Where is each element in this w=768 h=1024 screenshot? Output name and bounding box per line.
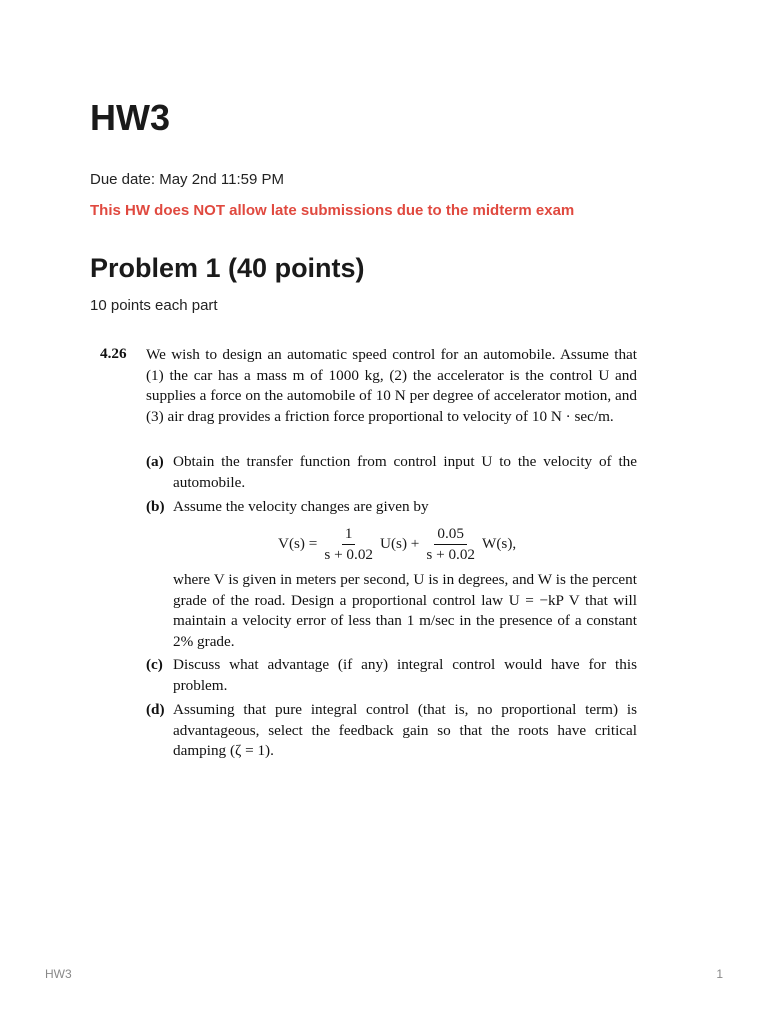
equation-lhs: V(s) = <box>278 535 318 552</box>
part-a <box>146 452 637 493</box>
page-number: 1 <box>716 967 723 981</box>
footer-title: HW3 <box>45 967 72 981</box>
fraction-1 <box>321 525 376 564</box>
part-c <box>146 655 637 696</box>
fraction-1-numerator: 1 <box>342 525 356 545</box>
part-b-text: Assume the velocity changes are given by <box>173 498 429 515</box>
part-b-continuation: where V is given in meters per second, U is in degrees, and W is the percent grade of the road. Design a proportional control law U = −kP V that will maintain a velocity error of less than 1 m/sec in the presence of a constant 2% grade. <box>173 571 637 650</box>
part-a-label: (a) <box>146 453 164 470</box>
late-submission-notice: This HW does NOT allow late submissions due to the midterm exam <box>90 202 575 219</box>
fraction-2-denominator: s + 0.02 <box>426 545 476 563</box>
part-d <box>146 700 637 762</box>
equation-term-2: W(s), <box>482 535 517 552</box>
part-b-label: (b) <box>146 498 165 515</box>
velocity-equation <box>276 524 518 564</box>
problem-number: 4.26 <box>100 345 127 362</box>
part-c-text: Discuss what advantage (if any) integral control would have for this problem. <box>173 656 637 694</box>
page-title: HW3 <box>90 97 170 138</box>
points-note: 10 points each part <box>90 297 218 314</box>
problem-statement: We wish to design an automatic speed control for an automobile. Assume that (1) the car has a mass m of 1000 kg, (2) the accelerator is the control U and supplies a force on the automobile of 10 N per degree of accelerator motion, and (3) air drag provides a friction force proportional to velocity of 10 N · sec/m. <box>146 346 637 425</box>
due-date: Due date: May 2nd 11:59 PM <box>90 171 285 188</box>
fraction-2 <box>423 525 478 564</box>
part-d-label: (d) <box>146 701 165 718</box>
part-b <box>146 497 637 518</box>
problem-heading: Problem 1 (40 points) <box>90 253 365 283</box>
part-c-label: (c) <box>146 656 163 673</box>
part-a-text: Obtain the transfer function from control input U to the velocity of the automobile. <box>173 453 637 491</box>
equation-term-1: U(s) + <box>380 535 420 552</box>
fraction-1-denominator: s + 0.02 <box>324 545 374 563</box>
part-d-text: Assuming that pure integral control (that is, no proportional term) is advantageous, select the feedback gain so that the roots have critical damping (ζ = 1). <box>173 701 637 760</box>
fraction-2-numerator: 0.05 <box>434 525 467 545</box>
